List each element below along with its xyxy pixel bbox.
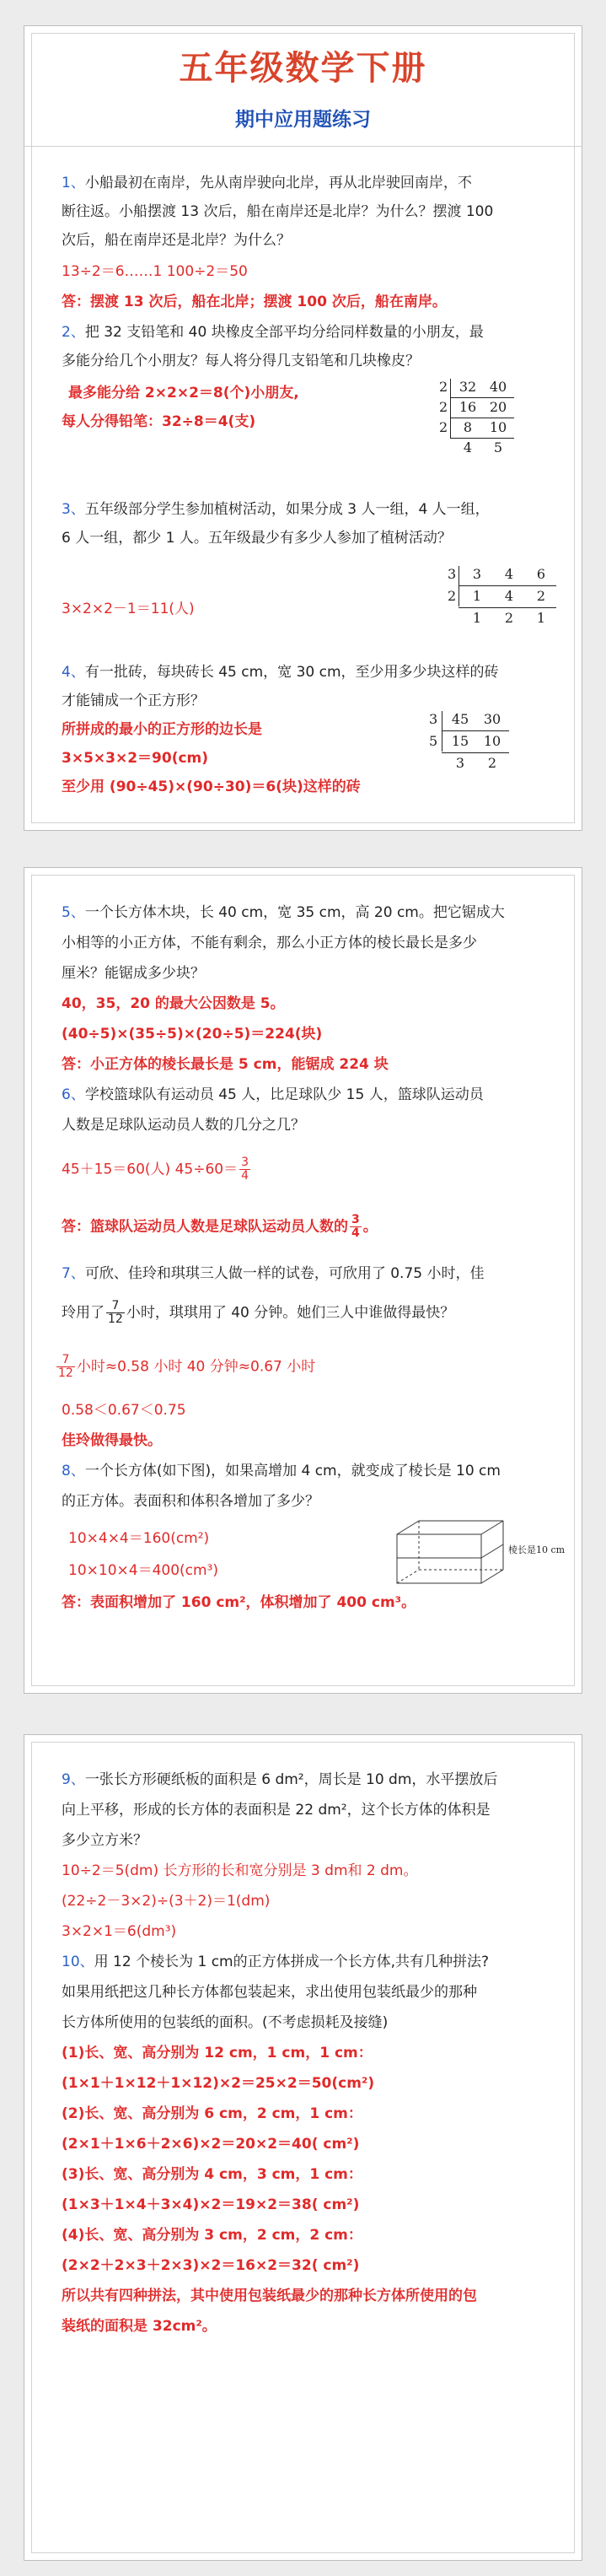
q4-table-row: 5 15 10: [429, 733, 501, 749]
q7-work-fraction: $\frac{7}{12}$: [58, 1353, 73, 1380]
q9-text-2: 向上平移，形成的长方体的表面积是 22 dm²，这个长方体的体积是: [62, 1802, 491, 1819]
q8-work-2: 10×10×4＝400(cm³): [68, 1562, 219, 1579]
worksheet-card-2: [24, 867, 582, 1694]
q5-line-1: [62, 903, 553, 922]
q2-text-1: 把 32 支铅笔和 40 块橡皮全部平均分给同样数量的小朋友，最: [84, 324, 484, 341]
q3-table-row: 2 1 4 2: [448, 588, 546, 604]
q8-line-1: [62, 1462, 553, 1480]
q6-text-2: 人数是足球队运动员人数的几分之几？: [62, 1117, 305, 1134]
q10-case-line: (2)长、宽、高分别为 6 cm，2 cm，1 cm：: [62, 2105, 362, 2122]
q10-case-line: (3)长、宽、高分别为 4 cm，3 cm，1 cm：: [62, 2166, 362, 2183]
q3-text-1: 五年级部分学生参加植树活动，如果分成 3 人一组，4 人一组，: [84, 501, 490, 518]
q4-text-1: 有一批砖，每块砖长 45 cm，宽 30 cm，至少用多少块这样的砖: [84, 664, 499, 681]
q1-text-1: 小船最初在南岸，先从南岸驶向北岸，再从北岸驶回南岸，不: [84, 175, 472, 191]
q4-line-1: [62, 663, 553, 682]
q4-text-2: 才能铺成一个正方形？: [62, 693, 205, 709]
q10-line-1: [62, 1953, 553, 1971]
q10-case-line: (1×3＋1×4＋3×4)×2＝19×2＝38( cm²): [62, 2196, 360, 2213]
q2-line-1: [62, 323, 553, 342]
q4-table-row: 3 2: [455, 755, 497, 771]
q9-work-3: 3×2×1＝6(dm³): [62, 1923, 177, 1940]
q10-answer-1: 所以共有四种拼法，其中使用包装纸最少的那种长方体所使用的包: [62, 2288, 477, 2304]
worksheet-card-1: [24, 25, 582, 831]
q9-work-2: (22÷2－3×2)÷(3＋2)＝1(dm): [62, 1893, 271, 1910]
q10-text-1: 用 12 个棱长为 1 cm的正方体拼成一个长方体,共有几种拼法?: [94, 1954, 490, 1970]
q5-work-2: (40÷5)×(35÷5)×(20÷5)＝224(块): [62, 1026, 323, 1043]
q2-table-row: 2 8 10: [439, 419, 507, 435]
q10-number: 10、: [62, 1954, 94, 1970]
q1-text-3: 次后，船在南岸还是北岸？为什么？: [62, 232, 291, 249]
q5-number: 5、: [62, 904, 85, 921]
q9-line-1: [62, 1770, 553, 1789]
q10-case-line: (4)长、宽、高分别为 3 cm，2 cm，2 cm：: [62, 2227, 362, 2244]
q1-number: 1、: [62, 175, 85, 191]
q6-line-1: [62, 1086, 553, 1104]
q2-division-table: [439, 379, 549, 463]
q2-table-row: 2 16 20: [439, 399, 507, 415]
worksheet-card-3: [24, 1734, 582, 2561]
q7-work-2: 0.58＜0.67＜0.75: [62, 1402, 186, 1419]
q8-cuboid-figure: [394, 1519, 566, 1587]
q7-answer: 佳玲做得最快。: [62, 1432, 162, 1449]
q2-number: 2、: [62, 324, 85, 341]
q10-case-line: (2×1＋1×6＋2×6)×2＝20×2＝40( cm²): [62, 2136, 360, 2153]
q5-text-1: 一个长方体木块，长 40 cm，宽 35 cm，高 20 cm。把它锯成大: [84, 904, 505, 921]
q8-answer: 答：表面积增加了 160 cm²，体积增加了 400 cm³。: [62, 1594, 416, 1611]
q10-answer-2: 装纸的面积是 32cm²。: [62, 2318, 217, 2335]
page-subtitle: 期中应用题练习: [235, 109, 371, 131]
q7-text-1: 可欣、佳玲和琪琪三人做一样的试卷，可欣用了 0.75 小时，佳: [84, 1265, 485, 1282]
q6-text-1: 学校篮球队有运动员 45 人，比足球队少 15 人，篮球队运动员: [84, 1086, 484, 1103]
q6-answer-line: 答：篮球队运动员人数是足球队运动员人数的 $\frac{3}{4}$ 。: [62, 1213, 378, 1240]
q4-work-3: 至少用 (90÷45)×(90÷30)＝6(块)这样的砖: [62, 779, 361, 795]
q7-work-1: $\frac{7}{12}$ 小时≈0.58 小时 40 分钟≈0.67 小时: [58, 1353, 316, 1380]
q3-number: 3、: [62, 501, 85, 518]
q1-line-1: [62, 174, 553, 192]
q2-work-1: 最多能分给 2×2×2＝8(个)小朋友,: [68, 385, 299, 401]
q1-work: 13÷2＝6……1 100÷2＝50: [62, 263, 248, 280]
header-divider: [24, 146, 582, 147]
q9-work-1: 10÷2＝5(dm) 长方形的长和宽分别是 3 dm和 2 dm。: [62, 1862, 418, 1879]
q7-number: 7、: [62, 1265, 85, 1282]
q2-work-2: 每人分得铅笔：32÷8＝4(支): [62, 413, 256, 430]
q10-case-line: (1)长、宽、高分别为 12 cm，1 cm，1 cm：: [62, 2045, 373, 2061]
q3-line-1: [62, 500, 553, 519]
q6-fraction: $\frac{3}{4}$: [241, 1156, 249, 1183]
q7-fraction: $\frac{7}{12}$: [108, 1299, 123, 1326]
q9-text-1: 一张长方形硬纸板的面积是 6 dm²，周长是 10 dm，水平摆放后: [84, 1771, 498, 1788]
q7-line-2: 玲用了 $\frac{7}{12}$ 小时，琪琪用了 40 分钟。她们三人中谁做得最快？: [62, 1299, 455, 1326]
q3-work: 3×2×2－1＝11(人): [62, 601, 195, 617]
q5-answer: 答：小正方体的棱长最长是 5 cm，能锯成 224 块: [62, 1056, 389, 1073]
q8-number: 8、: [62, 1463, 85, 1479]
q8-text-2: 的正方体。表面积和体积各增加了多少？: [62, 1493, 319, 1510]
q4-work-2: 3×5×3×2＝90(cm): [62, 750, 209, 767]
q8-work-1: 10×4×4＝160(cm²): [68, 1530, 210, 1547]
q3-table-row: 1 2 1: [472, 610, 546, 626]
q10-text-3: 长方体所使用的包装纸的面积。(不考虑损耗及接缝): [62, 2014, 389, 2031]
q10-case-line: (1×1＋1×12＋1×12)×2＝25×2＝50(cm²): [62, 2075, 375, 2092]
q4-division-table: [429, 711, 530, 779]
q6-number: 6、: [62, 1086, 85, 1103]
q2-table-row: 4 5: [463, 439, 503, 455]
q7-line-1: [62, 1264, 553, 1283]
q8-text-1: 一个长方体(如下图)，如果高增加 4 cm，就变成了棱长是 10 cm: [84, 1463, 501, 1479]
q1-answer: 答：摆渡 13 次后，船在北岸；摆渡 100 次后，船在南岸。: [62, 294, 447, 310]
q8-figure-label: 棱长是10 cm: [508, 1544, 566, 1555]
q2-table-row: 2 32 40: [439, 379, 507, 395]
q6-work-line: [62, 1156, 553, 1183]
q4-work-1: 所拼成的最小的正方形的边长是: [62, 721, 262, 738]
q6-answer: 答：篮球队运动员人数是足球队运动员人数的: [62, 1218, 348, 1236]
q3-table-row: 3 3 4 6: [448, 566, 546, 582]
q6-answer-fraction: $\frac{3}{4}$: [351, 1213, 360, 1240]
q10-text-2: 如果用纸把这几种长方体都包装起来，求出使用包装纸最少的那种: [62, 1984, 477, 2001]
q3-text-2: 6 人一组，都少 1 人。五年级最少有多少人参加了植树活动？: [62, 530, 452, 547]
q3-division-table: [448, 566, 574, 633]
q10-case-line: (2×2＋2×3＋2×3)×2＝16×2＝32( cm²): [62, 2257, 360, 2274]
q4-table-row: 3 45 30: [429, 711, 501, 727]
q9-text-3: 多少立方米？: [62, 1832, 147, 1849]
q5-text-3: 厘米？能锯成多少块？: [62, 965, 205, 982]
q6-work: 45＋15＝60(人) 45÷60＝: [62, 1161, 239, 1178]
q2-text-2: 多能分给几个小朋友？每人将分得几支铅笔和几块橡皮？: [62, 353, 420, 369]
q1-text-2: 断往返。小船摆渡 13 次后，船在南岸还是北岸？为什么？摆渡 100: [62, 203, 494, 220]
q5-work-1: 40，35，20 的最大公因数是 5。: [62, 995, 285, 1012]
q5-text-2: 小相等的小正方体，不能有剩余，那么小正方体的棱长最长是多少: [62, 935, 477, 951]
q4-number: 4、: [62, 664, 85, 681]
q9-number: 9、: [62, 1771, 85, 1788]
page-title: 五年级数学下册: [179, 48, 427, 88]
